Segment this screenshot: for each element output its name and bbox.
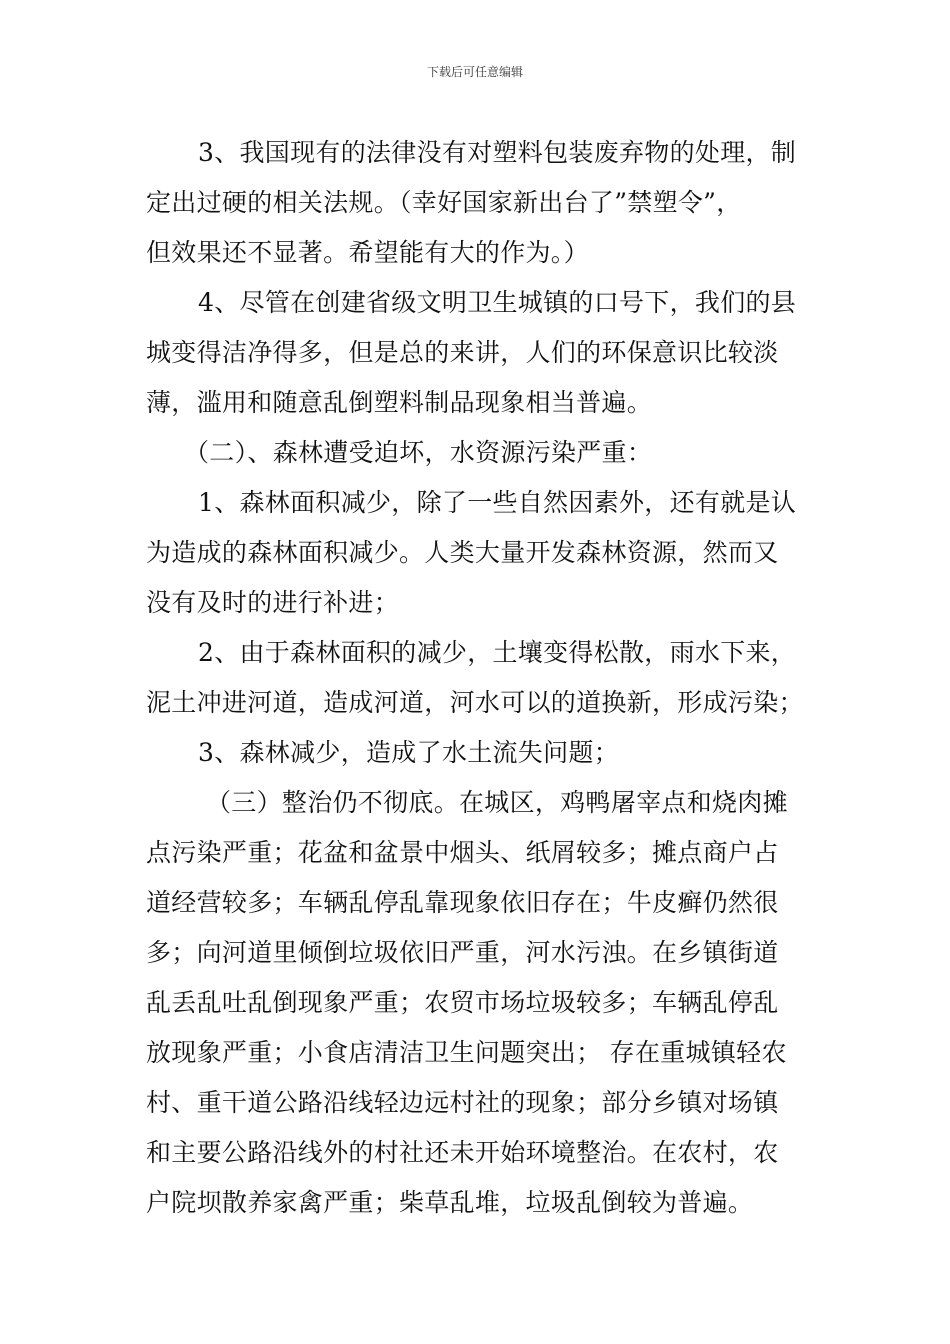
text-line: 1、森林面积减少，除了一些自然因素外，还有就是认 (198, 488, 797, 517)
paragraph-soil-erosion (146, 628, 806, 728)
paragraph-rectification (146, 778, 806, 1228)
text-line: 没有及时的进行补进； (146, 588, 400, 617)
text-line: 3、森林减少，造成了水土流失问题； (198, 738, 620, 767)
text-line: 为造成的森林面积减少。人类大量开发森林资源，然而又 (146, 538, 779, 567)
text-line: 放现象严重；小食店清洁卫生问题突出； 存在重城镇轻农 (146, 1038, 787, 1067)
section-heading: （二）、森林遭受迫坏，水资源污染严重： (184, 438, 653, 467)
text-line: 道经营较多；车辆乱停乱靠现象依旧存在；牛皮癣仍然很 (146, 888, 779, 917)
text-line: 村、重干道公路沿线轻边远村社的现象；部分乡镇对场镇 (146, 1088, 779, 1117)
text-line: 城变得洁净得多，但是总的来讲，人们的环保意识比较淡 (146, 338, 779, 367)
text-line: 2、由于森林面积的减少，土壤变得松散，雨水下来， (198, 638, 797, 667)
paragraph-town-awareness (146, 278, 806, 428)
document-body (146, 128, 806, 1228)
text-line: 泥土冲进河道，造成河道，河水可以的道换新，形成污染； (146, 688, 804, 717)
text-line: 薄，滥用和随意乱倒塑料制品现象相当普遍。 (146, 388, 653, 417)
text-line: 户院坝散养家禽严重；柴草乱堆，垃圾乱倒较为普遍。 (146, 1188, 754, 1217)
section-heading-forest (146, 428, 806, 478)
paragraph-plastic-law (146, 128, 806, 278)
text-line: 多；向河道里倾倒垃圾依旧严重，河水污浊。在乡镇街道 (146, 938, 779, 967)
text-line: 和主要公路沿线外的村社还未开始环境整治。在农村，农 (146, 1138, 779, 1167)
text-line: 乱丢乱吐乱倒现象严重；农贸市场垃圾较多；车辆乱停乱 (146, 988, 779, 1017)
page-header: 下载后可任意编辑 (426, 65, 523, 79)
text-line: 但效果还不显著。希望能有大的作为。） (146, 238, 589, 267)
text-line: 4、尽管在创建省级文明卫生城镇的口号下，我们的县 (198, 288, 797, 317)
text-line: 定出过硬的相关法规。（幸好国家新出台了”禁塑令”， (146, 188, 742, 217)
text-line: 点污染严重；花盆和盆景中烟头、纸屑较多；摊点商户占 (146, 838, 779, 867)
paragraph-water-loss (146, 728, 806, 778)
text-line: （三）整治仍不彻底。在城区，鸡鸭屠宰点和烧肉摊 (206, 788, 788, 817)
text-line: 3、我国现有的法律没有对塑料包装废弃物的处理，制 (198, 138, 797, 167)
paragraph-forest-area (146, 478, 806, 628)
